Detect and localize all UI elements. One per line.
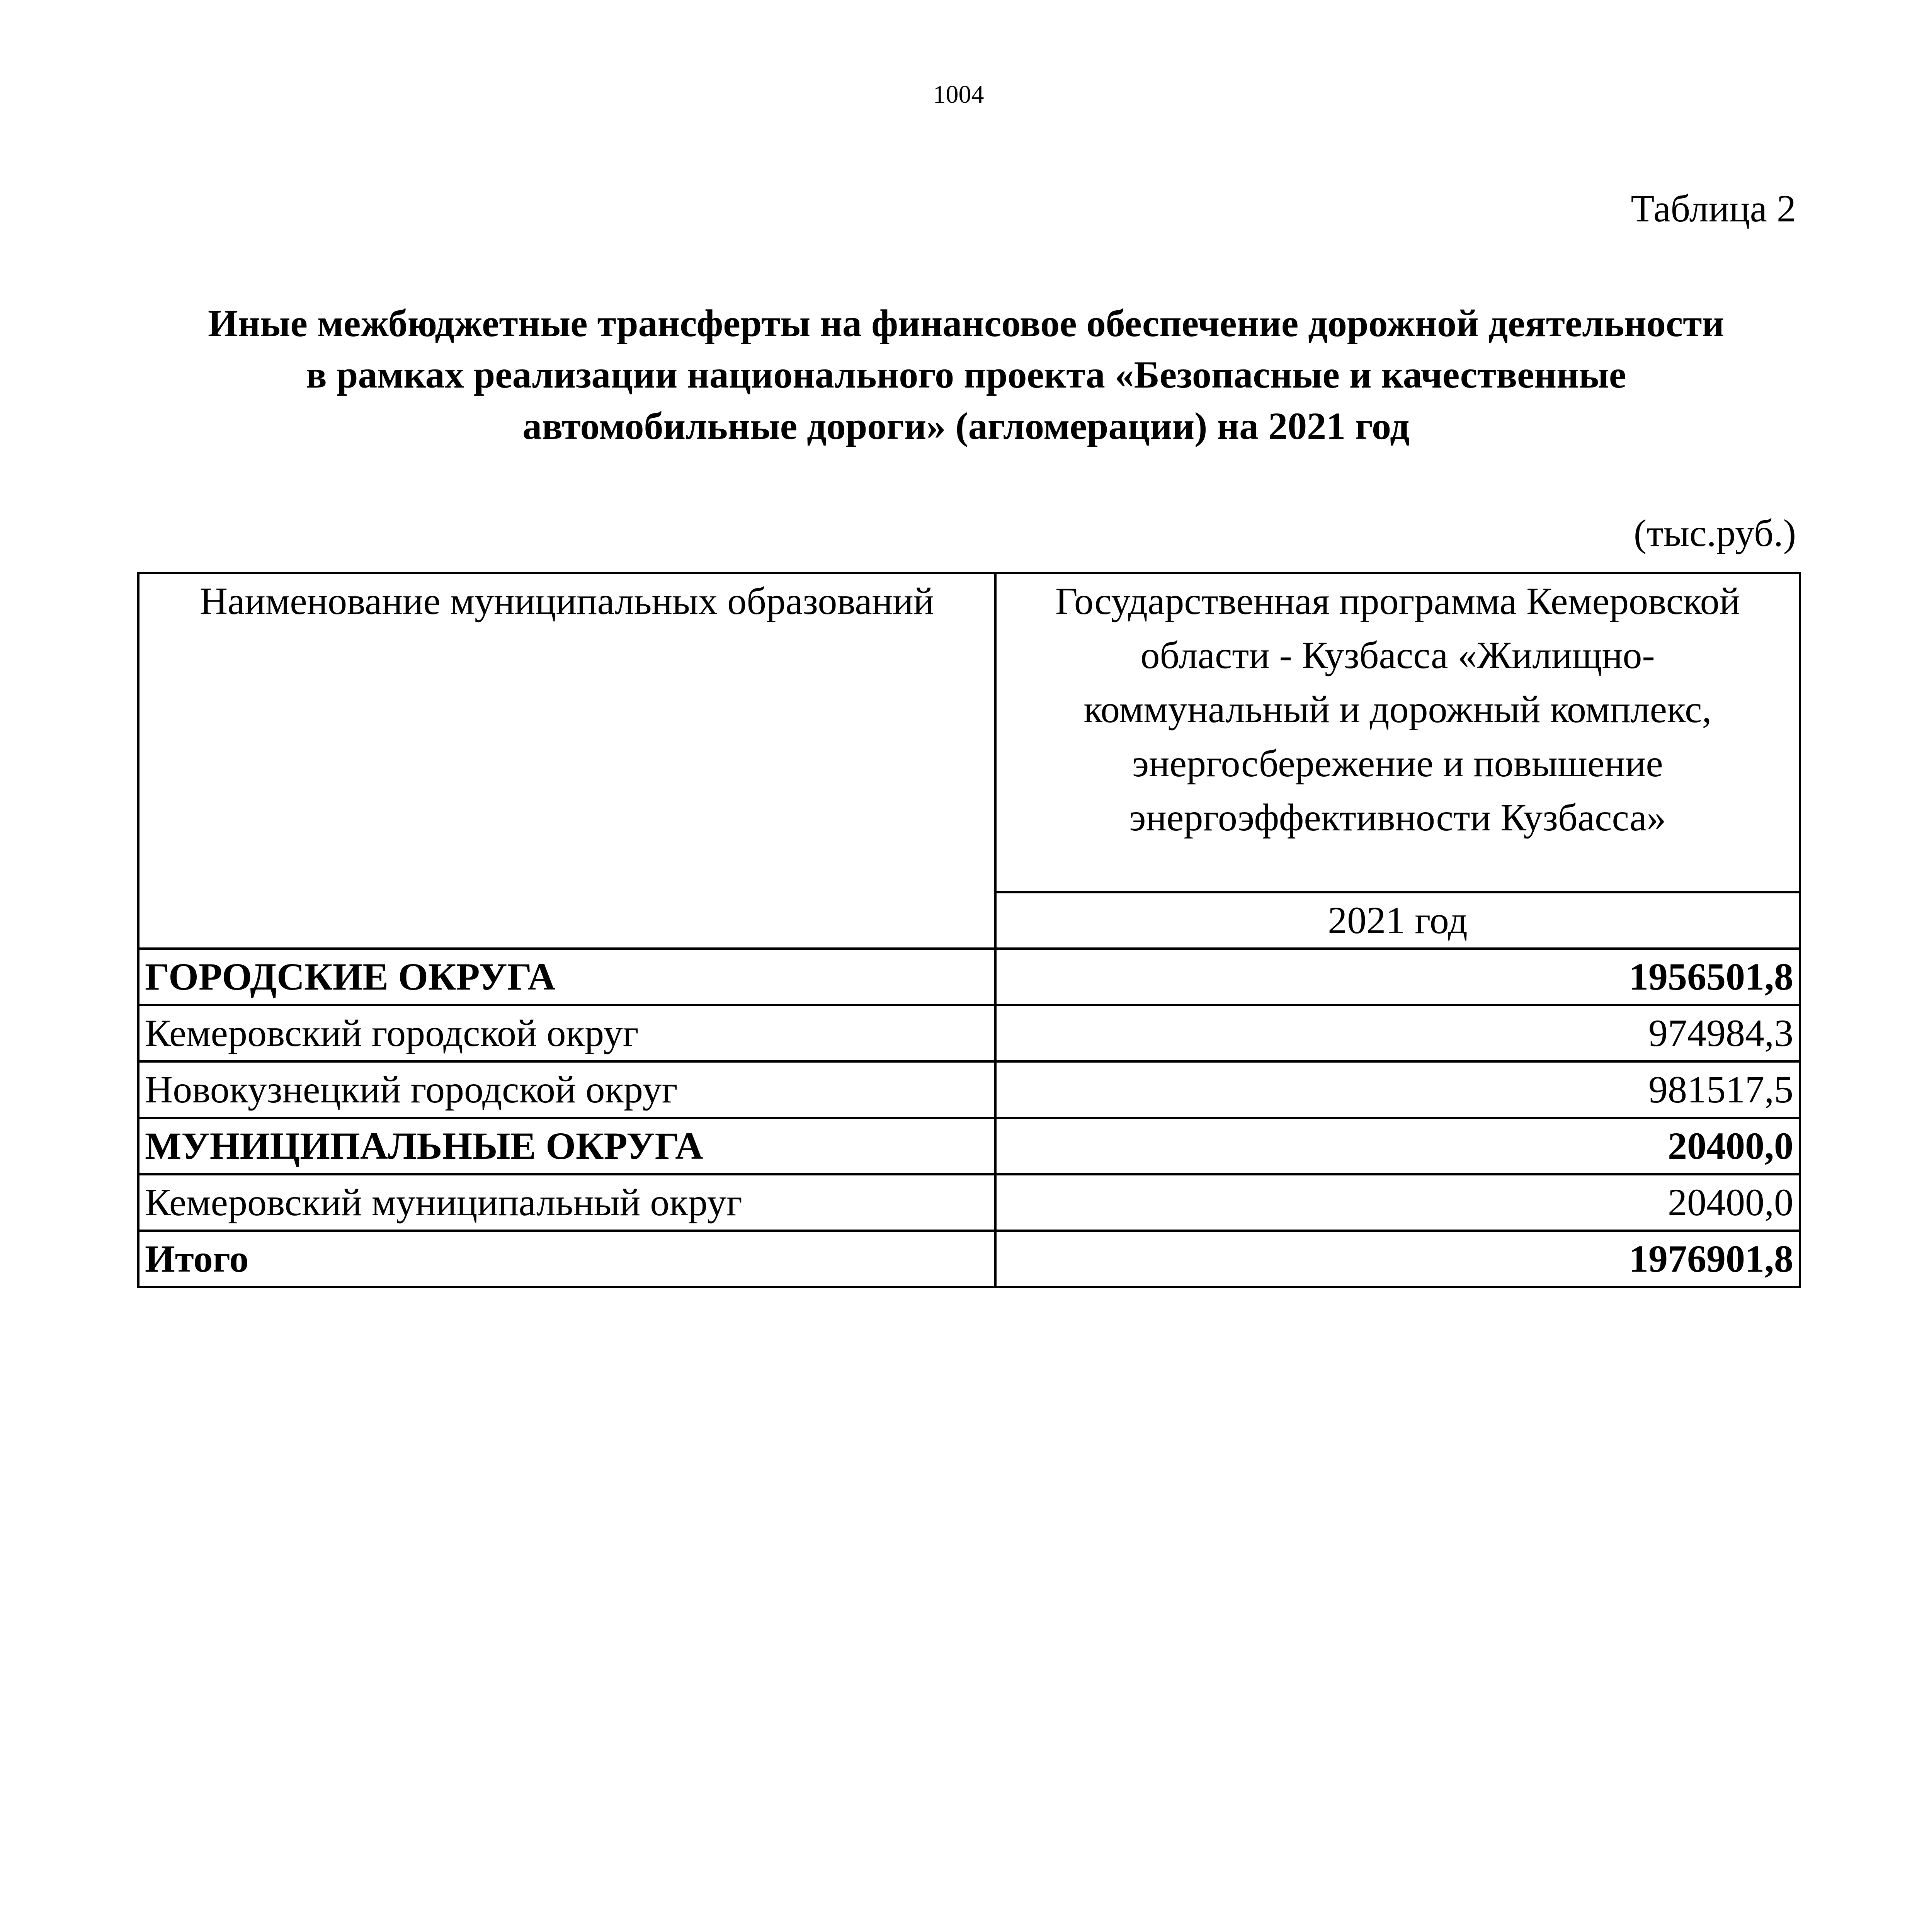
- table-row: [138, 1061, 1800, 1118]
- total-value-cell: 1976901,8: [995, 1231, 1800, 1287]
- header-year-cell: 2021 год: [995, 892, 1800, 949]
- total-name-cell: Итого: [138, 1231, 995, 1287]
- row-value-cell: 20400,0: [995, 1118, 1800, 1174]
- row-value-cell: 1956501,8: [995, 949, 1800, 1005]
- row-name-cell: ГОРОДСКИЕ ОКРУГА: [138, 949, 995, 1005]
- row-value-cell: 20400,0: [995, 1174, 1800, 1231]
- title-line-1: Иные межбюджетные трансферты на финансовое обеспечение дорожной деятельности: [208, 302, 1724, 345]
- row-name-cell: МУНИЦИПАЛЬНЫЕ ОКРУГА: [138, 1118, 995, 1174]
- row-name-cell: Новокузнецкий городской округ: [138, 1061, 995, 1118]
- page-number: 1004: [933, 80, 984, 109]
- header-program-line: коммунальный и дорожный комплекс,: [1084, 688, 1712, 731]
- header-program-cell: [995, 573, 1800, 892]
- header-name-cell: Наименование муниципальных образований: [138, 573, 995, 949]
- transfers-table: [137, 572, 1801, 1288]
- table-label: Таблица 2: [1631, 187, 1796, 230]
- title-line-2: в рамках реализации национального проекта «Безопасные и качественные: [306, 353, 1626, 396]
- table-row: [138, 1174, 1800, 1231]
- table-row: [138, 1005, 1800, 1061]
- header-program-line: области - Кузбасса «Жилищно-: [1140, 634, 1655, 677]
- header-program-line: Государственная программа Кемеровской: [1055, 580, 1740, 622]
- row-value-cell: 981517,5: [995, 1061, 1800, 1118]
- header-program-line: энергоэффективности Кузбасса»: [1129, 796, 1666, 839]
- row-name-cell: Кемеровский городской округ: [138, 1005, 995, 1061]
- row-value-cell: 974984,3: [995, 1005, 1800, 1061]
- table-row: [138, 1118, 1800, 1174]
- units-label: (тыс.руб.): [1633, 512, 1796, 554]
- header-program-line: энергосбережение и повышение: [1132, 742, 1663, 785]
- table-header-row: [138, 573, 1800, 892]
- table-total-row: [138, 1231, 1800, 1287]
- row-name-cell: Кемеровский муниципальный округ: [138, 1174, 995, 1231]
- table-row: [138, 949, 1800, 1005]
- document-title: [116, 298, 1816, 452]
- title-line-3: автомобильные дороги» (агломерации) на 2021 год: [522, 405, 1410, 447]
